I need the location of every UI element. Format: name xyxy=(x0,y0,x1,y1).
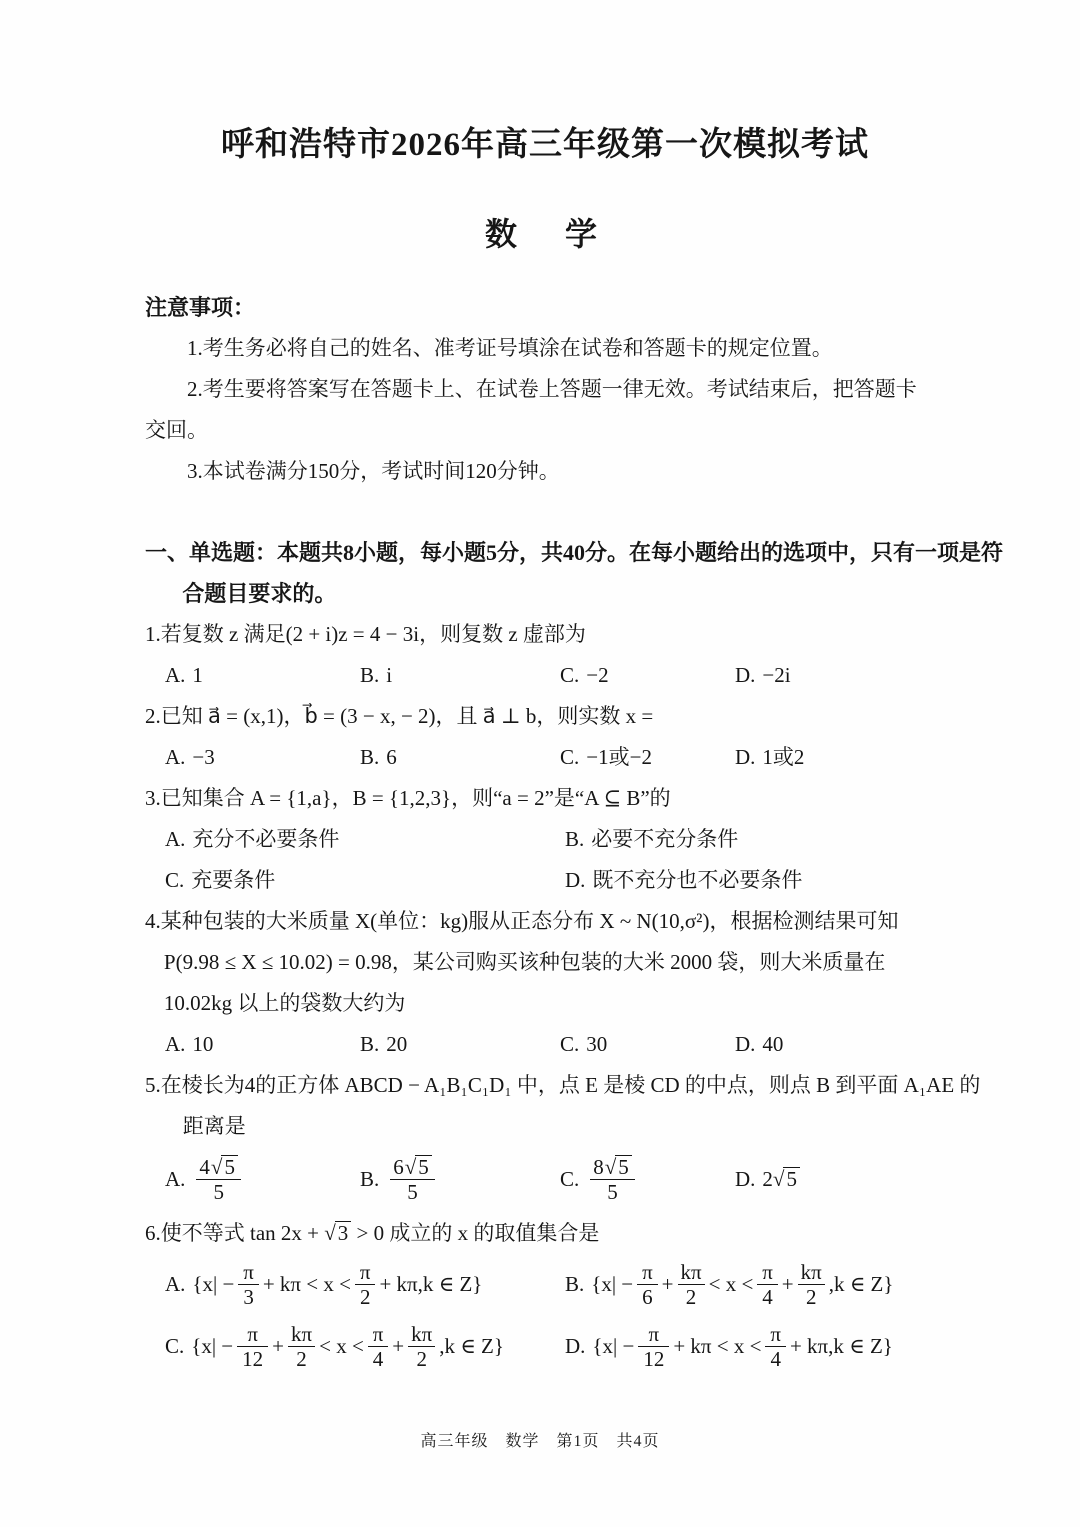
notice-line-2-continuation: 交回。 xyxy=(145,417,208,442)
question-4-options xyxy=(165,1024,945,1065)
question-3-option-c: C. 充要条件 xyxy=(165,867,276,892)
question-4-stem-line-3: 10.02kg 以上的袋数大约为 xyxy=(163,990,406,1015)
notice-line-1: 1.考生务必将自己的姓名、准考证号填涂在试卷和答题卡的规定位置。 xyxy=(187,335,833,360)
question-5-option-d: D. 2 √ 5 xyxy=(735,1167,945,1192)
question-3-option-d: D. 既不充分也不必要条件 xyxy=(565,867,803,892)
question-1-option-c: C. −2 xyxy=(560,662,609,687)
question-6-option-c: C. {x| − $\frac{\pi}{12}$ + $\frac{k\pi}{2}$ < x < $\frac{\pi}{4}$ + $\frac{k\pi}{2}$ ,k ∈ Z} xyxy=(165,1321,504,1371)
question-1 xyxy=(145,614,945,696)
question-6-stem: 6.使不等式 tan 2x + √ 3 > 0 成立的 x 的取值集合是 xyxy=(145,1220,600,1245)
question-6-options-row-2 xyxy=(165,1316,945,1378)
question-1-option-a: A. 1 xyxy=(165,662,203,687)
question-4-stem-line-1: 4.某种包装的大米质量 X(单位：kg)服从正态分布 X ~ N(10,σ²)，根据检测结果可知 xyxy=(145,908,899,933)
question-6 xyxy=(145,1213,945,1378)
question-2-option-a: A. −3 xyxy=(165,744,215,769)
notice-line-2: 2.考生要将答案写在答题卡上、在试卷上答题一律无效。考试结束后，把答题卡 xyxy=(187,376,917,401)
question-1-option-b: B. i xyxy=(360,662,393,687)
question-5-options xyxy=(165,1147,945,1213)
question-5-stem-line-2: 距离是 xyxy=(182,1113,246,1138)
question-6-option-a: A. {x| − $\frac{\pi}{3}$ + kπ < x < $\frac{\pi}{2}$ + kπ,k ∈ Z} xyxy=(165,1259,483,1309)
question-2-option-b: B. 6 xyxy=(360,744,397,769)
question-1-option-d: D. −2i xyxy=(735,662,791,687)
question-2-options xyxy=(165,737,945,778)
question-1-stem: 1.若复数 z 满足(2 + i)z = 4 − 3i，则复数 z 虚部为 xyxy=(145,621,586,646)
question-6-option-d: D. {x| − $\frac{\pi}{12}$ + kπ < x < $\frac{\pi}{4}$ + kπ,k ∈ Z} xyxy=(565,1321,893,1371)
question-4-option-a: A. 10 xyxy=(165,1031,214,1056)
page-footer: 高三年级 数学 第1页 共4页 xyxy=(420,1433,660,1450)
question-2-option-d: D. 1或2 xyxy=(735,744,805,769)
question-3-option-b: B. 必要不充分条件 xyxy=(565,826,739,851)
question-3-option-a: A. 充分不必要条件 xyxy=(165,826,340,851)
question-6-options-row-1 xyxy=(165,1254,945,1316)
question-2-stem: 2.已知 a⃗ = (x,1)，b⃗ = (3 − x, − 2)，且 a⃗ ⊥ b，则实数 x = xyxy=(145,703,654,728)
question-4-stem-line-2: P(9.98 ≤ X ≤ 10.02) = 0.98，某公司购买该种包装的大米 2000 袋，则大米质量在 xyxy=(163,949,886,974)
question-6-option-b: B. {x| − $\frac{\pi}{6}$ + $\frac{k\pi}{2}$ < x < $\frac{\pi}{4}$ + $\frac{k\pi}{2}$ ,k ∈ Z} xyxy=(565,1259,894,1309)
section-heading-line-1: 一、单选题：本题共8小题，每小题5分，共40分。在每小题给出的选项中，只有一项是符 xyxy=(145,539,1004,565)
question-2 xyxy=(145,696,945,778)
question-4-option-b: B. 20 xyxy=(360,1031,408,1056)
exam-title: 呼和浩特市2026年高三年级第一次模拟考试 xyxy=(221,127,869,163)
notice-block xyxy=(145,287,945,492)
question-1-options xyxy=(165,655,945,696)
question-3-options-row-1 xyxy=(165,819,945,860)
notice-heading: 注意事项： xyxy=(145,294,256,320)
notice-line-3: 3.本试卷满分150分，考试时间120分钟。 xyxy=(187,458,560,483)
question-4-option-d: D. 40 xyxy=(735,1031,784,1056)
question-5-stem-line-1: 5.在棱长为4的正方体 ABCD − A₁B₁C₁D₁ 中，点 E 是棱 CD 的中点，则点 B 到平面 A₁AE 的 xyxy=(145,1072,981,1097)
question-5 xyxy=(145,1065,981,1213)
question-3-options-row-2 xyxy=(165,860,945,901)
section-heading xyxy=(145,532,1004,614)
exam-subject: 数 学 xyxy=(484,216,605,253)
question-5-option-c: C. 8 √ 5 5 xyxy=(560,1155,735,1205)
section-heading-line-2: 合题目要求的。 xyxy=(182,580,337,606)
question-3 xyxy=(145,778,945,901)
question-4-option-c: C. 30 xyxy=(560,1031,608,1056)
question-2-option-c: C. −1或−2 xyxy=(560,744,652,769)
question-3-stem: 3.已知集合 A = {1,a}，B = {1,2,3}，则“a = 2”是“A ⊆ B”的 xyxy=(145,785,671,810)
question-5-option-a: A. 4 √ 5 5 xyxy=(165,1155,360,1205)
question-4 xyxy=(145,901,945,1065)
question-5-option-b: B. 6 √ 5 5 xyxy=(360,1155,560,1205)
